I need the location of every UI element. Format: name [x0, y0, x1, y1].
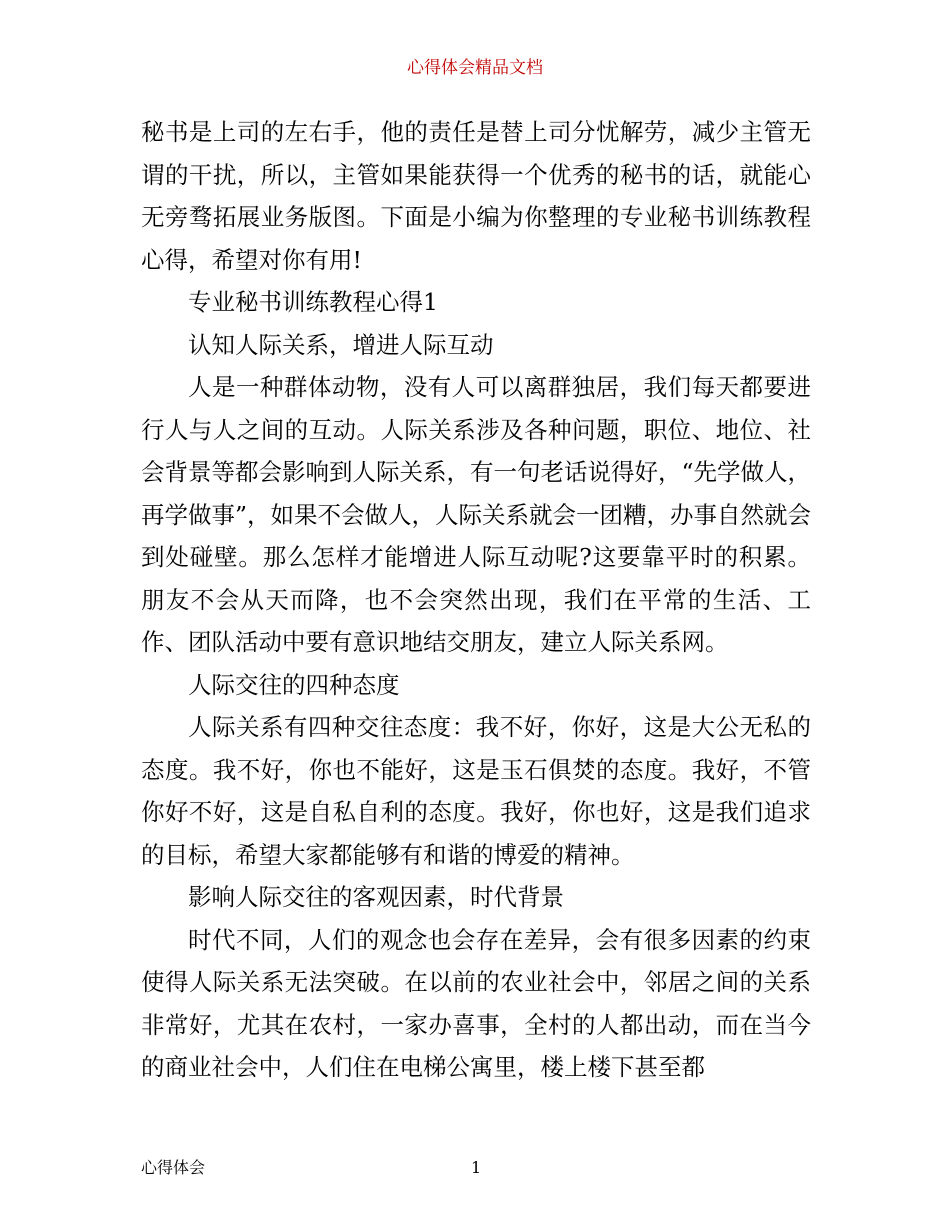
- document-body: [141, 111, 811, 1089]
- page-header: 心得体会精品文档: [407, 58, 543, 78]
- intro-paragraph: 秘书是上司的左右手，他的责任是替上司分忧解劳，减少主管无谓的干扰，所以，主管如果能获得一个优秀的秘书的话，就能心无旁骛拓展业务版图。下面是小编为你整理的专业秘书训练教程心得，希望对你有用!: [141, 118, 811, 274]
- page-number: 1: [471, 1158, 482, 1177]
- body-paragraph: 人是一种群体动物，没有人可以离群独居，我们每天都要进行人与人之间的互动。人际关系涉及各种问题，职位、地位、社会背景等都会影响到人际关系，有一句老话说得好，“先学做人，再学做事”，如果不会做人，人际关系就会一团糟，办事自然就会到处碰壁。那么怎样才能增进人际互动呢?这要靠平时的积累。朋友不会从天而降，也不会突然出现，我们在平常的生活、工作、团队活动中要有意识地结交朋友，建立人际关系网。: [141, 373, 812, 656]
- footer-label: 心得体会: [141, 1158, 206, 1177]
- subheading: 人际交往的四种态度: [188, 670, 400, 699]
- subheading: 认知人际关系，增进人际互动: [188, 330, 494, 359]
- page-footer: [141, 1156, 811, 1180]
- body-paragraph: 人际关系有四种交往态度：我不好，你好，这是大公无私的态度。我不好，你也不能好，这是玉石俱焚的态度。我好，不管你好不好，这是自私自利的态度。我好，你也好，这是我们追求的目标，希望大家都能够有和谐的博爱的精神。: [141, 713, 811, 869]
- body-paragraph: 时代不同，人们的观念也会存在差异，会有很多因素的约束使得人际关系无法突破。在以前的农业社会中，邻居之间的关系非常好，尤其在农村，一家办喜事，全村的人都出动，而在当今的商业社会中，人们住在电梯公寓里，楼上楼下甚至都: [141, 925, 811, 1081]
- subheading: 影响人际交往的客观因素，时代背景: [188, 883, 564, 911]
- section-title: 专业秘书训练教程心得1: [188, 288, 438, 316]
